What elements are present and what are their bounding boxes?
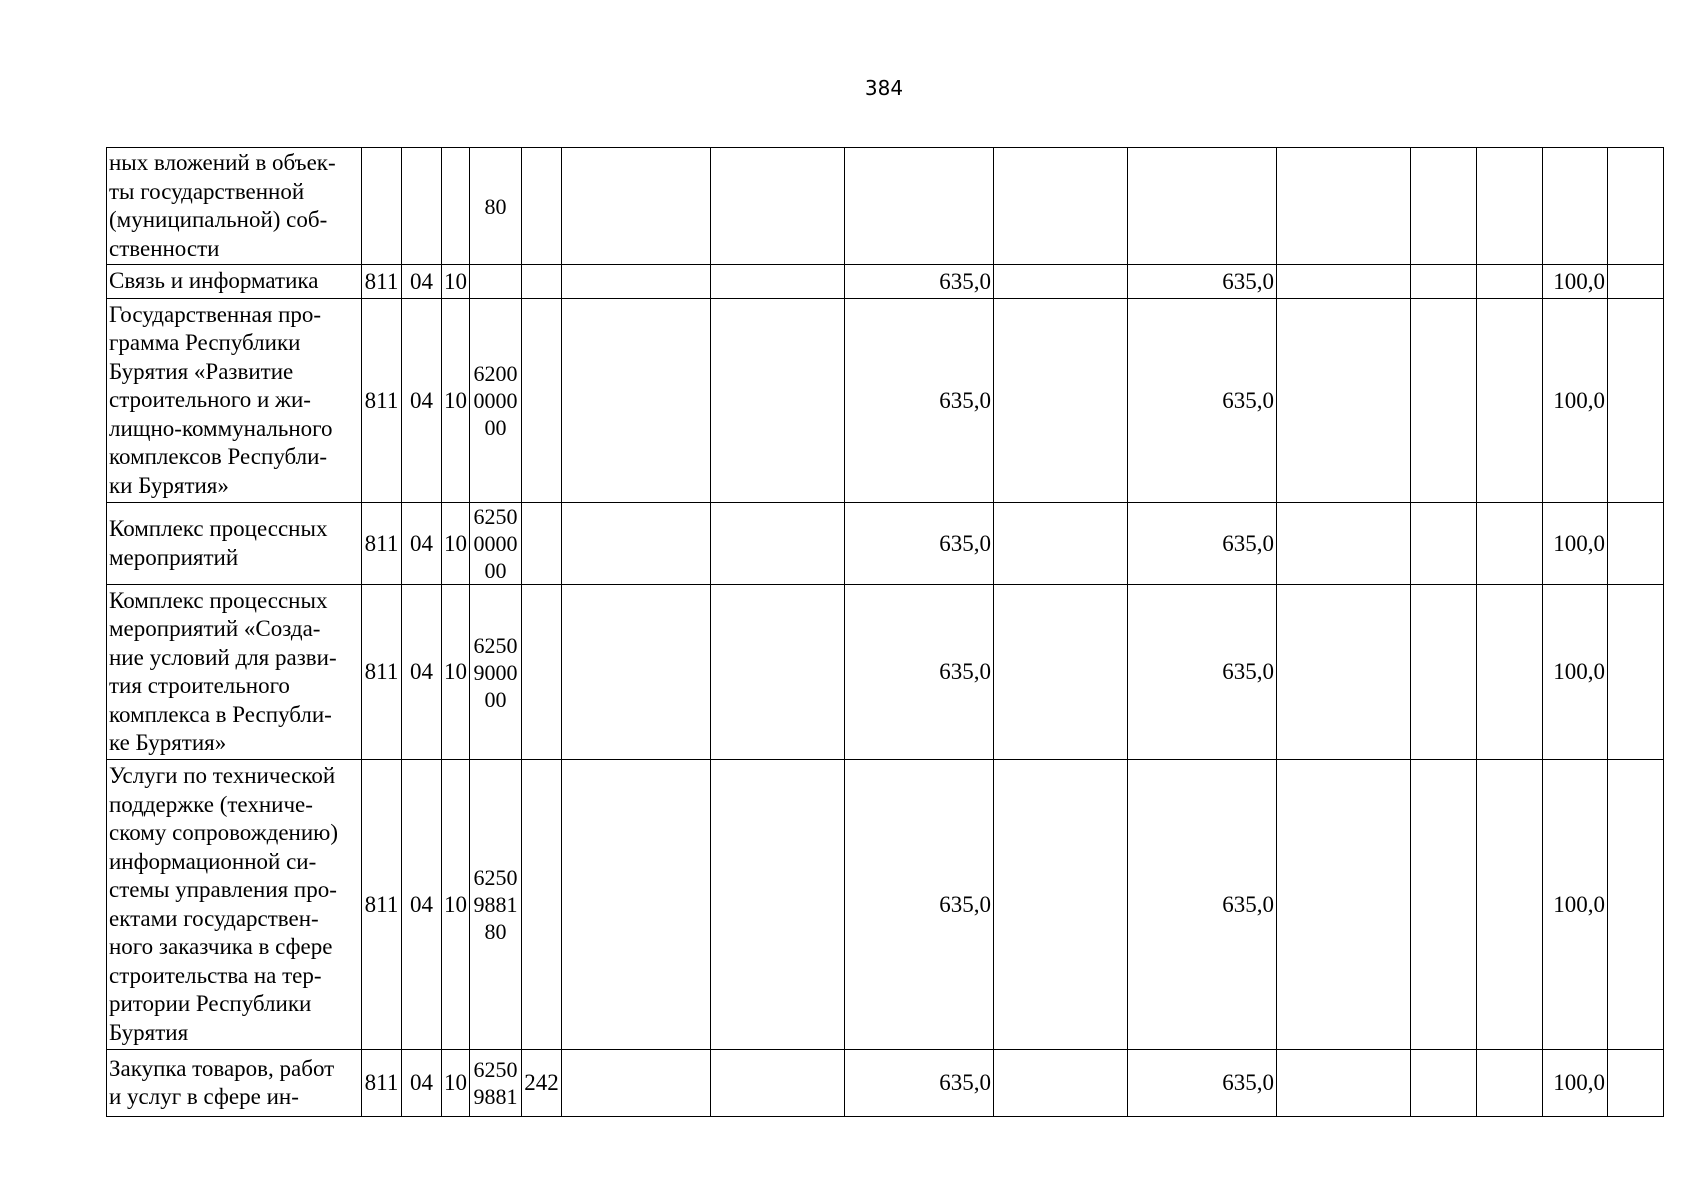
value-cell — [1277, 760, 1411, 1050]
value-cell — [994, 585, 1128, 760]
value-cell — [711, 760, 845, 1050]
value-cell: 635,0 — [845, 299, 994, 503]
pr-cell: 10 — [442, 585, 470, 760]
vr-cell: 242 — [522, 1050, 562, 1117]
page-number: 384 — [864, 76, 904, 100]
value-cell: 635,0 — [1128, 760, 1277, 1050]
rz-cell: 04 — [402, 1050, 442, 1117]
value-cell — [1477, 148, 1543, 265]
value-cell — [1411, 148, 1477, 265]
grbs-cell: 811 — [362, 585, 402, 760]
value-cell — [994, 299, 1128, 503]
value-cell — [1477, 760, 1543, 1050]
value-cell — [711, 585, 845, 760]
value-cell: 100,0 — [1543, 265, 1608, 299]
value-cell — [1411, 503, 1477, 585]
value-cell — [845, 148, 994, 265]
csr-cell: 6250 9881 — [470, 1050, 522, 1117]
vr-cell — [522, 299, 562, 503]
rz-cell: 04 — [402, 503, 442, 585]
value-cell — [1277, 1050, 1411, 1117]
value-cell: 635,0 — [845, 503, 994, 585]
row-name-cell: Связь и информатика — [107, 265, 362, 299]
vr-cell — [522, 760, 562, 1050]
value-cell: 100,0 — [1543, 1050, 1608, 1117]
table-body — [107, 148, 1664, 1117]
rz-cell: 04 — [402, 299, 442, 503]
pr-cell: 10 — [442, 265, 470, 299]
budget-table — [106, 147, 1664, 1117]
vr-cell — [522, 265, 562, 299]
value-cell: 635,0 — [845, 585, 994, 760]
value-cell: 635,0 — [845, 1050, 994, 1117]
pr-cell: 10 — [442, 299, 470, 503]
row-name-cell: Государственная про- грамма Республики Бурятия «Развитие строительного и жи- лищно-коммунального комплексов Республи- ки Бурятия» — [107, 299, 362, 503]
table-row — [107, 299, 1664, 503]
csr-cell: 6250 9881 80 — [470, 760, 522, 1050]
value-cell — [562, 1050, 711, 1117]
value-cell — [1608, 265, 1664, 299]
value-cell — [711, 299, 845, 503]
value-cell — [711, 1050, 845, 1117]
value-cell — [1411, 760, 1477, 1050]
value-cell: 635,0 — [1128, 503, 1277, 585]
value-cell — [1277, 503, 1411, 585]
value-cell: 100,0 — [1543, 503, 1608, 585]
rz-cell: 04 — [402, 760, 442, 1050]
value-cell — [1128, 148, 1277, 265]
value-cell: 635,0 — [845, 265, 994, 299]
value-cell: 100,0 — [1543, 585, 1608, 760]
value-cell — [1477, 1050, 1543, 1117]
value-cell — [1608, 585, 1664, 760]
value-cell — [1608, 503, 1664, 585]
value-cell — [562, 265, 711, 299]
value-cell: 100,0 — [1543, 299, 1608, 503]
vr-cell — [522, 585, 562, 760]
row-name-cell: Закупка товаров, работ и услуг в сфере ин- — [107, 1050, 362, 1117]
value-cell — [1277, 148, 1411, 265]
grbs-cell: 811 — [362, 265, 402, 299]
table-row — [107, 503, 1664, 585]
value-cell — [1608, 1050, 1664, 1117]
value-cell: 635,0 — [1128, 585, 1277, 760]
value-cell — [562, 148, 711, 265]
rz-cell: 04 — [402, 585, 442, 760]
vr-cell — [522, 148, 562, 265]
value-cell — [994, 1050, 1128, 1117]
grbs-cell: 811 — [362, 760, 402, 1050]
value-cell — [1543, 148, 1608, 265]
row-name-cell: Комплекс процессных мероприятий «Созда- ние условий для разви- тия строительного комплекса в Республи- ке Бурятия» — [107, 585, 362, 760]
value-cell — [994, 760, 1128, 1050]
table-row — [107, 148, 1664, 265]
row-name-cell: ных вложений в объек- ты государственной (муниципальной) соб- ственности — [107, 148, 362, 265]
value-cell — [1411, 265, 1477, 299]
value-cell — [562, 299, 711, 503]
value-cell: 100,0 — [1543, 760, 1608, 1050]
value-cell — [1608, 148, 1664, 265]
value-cell — [1608, 760, 1664, 1050]
value-cell — [1277, 265, 1411, 299]
grbs-cell: 811 — [362, 299, 402, 503]
table-row — [107, 760, 1664, 1050]
row-name-cell: Комплекс процессных мероприятий — [107, 503, 362, 585]
pr-cell: 10 — [442, 503, 470, 585]
grbs-cell — [362, 148, 402, 265]
grbs-cell: 811 — [362, 1050, 402, 1117]
table-row — [107, 585, 1664, 760]
table-row — [107, 1050, 1664, 1117]
value-cell — [562, 503, 711, 585]
pr-cell: 10 — [442, 1050, 470, 1117]
vr-cell — [522, 503, 562, 585]
value-cell — [1411, 585, 1477, 760]
value-cell — [994, 265, 1128, 299]
value-cell — [994, 503, 1128, 585]
value-cell: 635,0 — [1128, 265, 1277, 299]
value-cell — [1477, 265, 1543, 299]
pr-cell — [442, 148, 470, 265]
value-cell — [1411, 299, 1477, 503]
table-row — [107, 265, 1664, 299]
value-cell — [711, 265, 845, 299]
value-cell — [711, 148, 845, 265]
value-cell: 635,0 — [1128, 1050, 1277, 1117]
csr-cell: 6200 0000 00 — [470, 299, 522, 503]
pr-cell: 10 — [442, 760, 470, 1050]
value-cell — [562, 760, 711, 1050]
value-cell — [1477, 503, 1543, 585]
value-cell — [1477, 299, 1543, 503]
value-cell — [1477, 585, 1543, 760]
value-cell — [711, 503, 845, 585]
value-cell — [1608, 299, 1664, 503]
value-cell: 635,0 — [845, 760, 994, 1050]
csr-cell: 6250 9000 00 — [470, 585, 522, 760]
csr-cell — [470, 265, 522, 299]
csr-cell: 80 — [470, 148, 522, 265]
csr-cell: 6250 0000 00 — [470, 503, 522, 585]
value-cell — [994, 148, 1128, 265]
value-cell: 635,0 — [1128, 299, 1277, 503]
value-cell — [1277, 585, 1411, 760]
rz-cell — [402, 148, 442, 265]
value-cell — [562, 585, 711, 760]
row-name-cell: Услуги по технической поддержке (техниче- скому сопровождению) информационной си- стемы управления про- ектами государствен- ного заказчика в сфере строительства на тер- ритории Республики Бурятия — [107, 760, 362, 1050]
value-cell — [1411, 1050, 1477, 1117]
rz-cell: 04 — [402, 265, 442, 299]
value-cell — [1277, 299, 1411, 503]
grbs-cell: 811 — [362, 503, 402, 585]
